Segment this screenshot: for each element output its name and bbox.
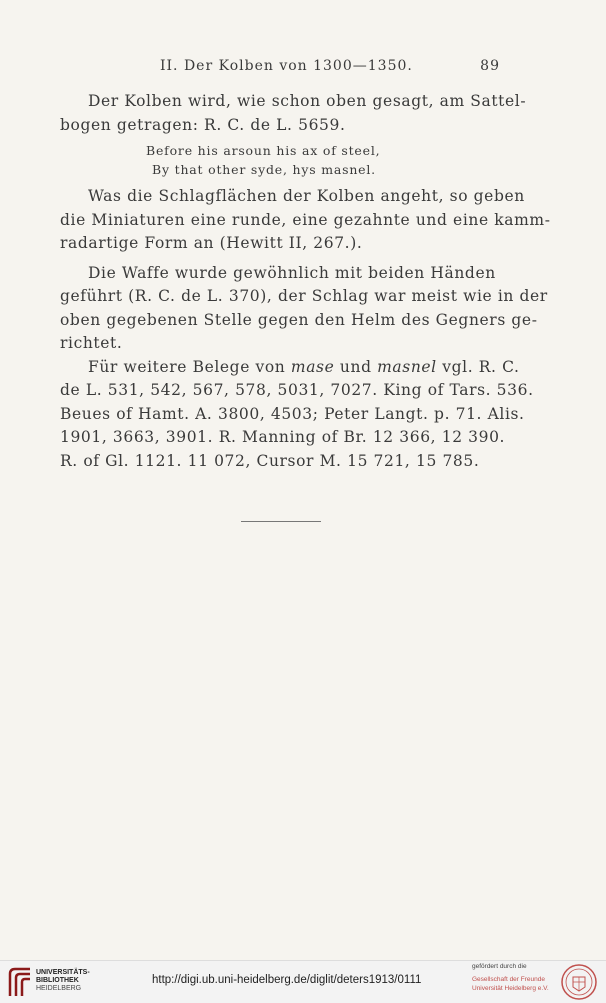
text-line: geführt (R. C. de L. 370), der Schlag war meist wie in der bbox=[60, 287, 548, 305]
text-line: Was die Schlagflächen der Kolben angeht, so geben bbox=[88, 187, 525, 205]
text-line: Der Kolben wird, wie schon oben gesagt, am Sattel- bbox=[88, 92, 527, 110]
verse-quote bbox=[146, 141, 506, 179]
society-name: Gesellschaft der Freunde Universität Heidelberg e.V. bbox=[472, 976, 549, 992]
text-line: bogen getragen: R. C. de L. 5659. bbox=[60, 115, 346, 134]
body-text bbox=[60, 90, 551, 473]
page-number: 89 bbox=[480, 58, 500, 74]
text-line: Für weitere Belege von mase und masnel vgl. R. C. bbox=[88, 357, 520, 376]
text-line: de L. 531, 542, 567, 578, 5031, 7027. King of Tars. 536. bbox=[60, 381, 534, 399]
verse-line: By that other syde, hys masnel. bbox=[152, 162, 376, 177]
text-line: 1901, 3663, 3901. R. Manning of Br. 12 366, 12 390. bbox=[60, 428, 506, 446]
running-title: II. Der Kolben von 1300—1350. bbox=[160, 58, 413, 74]
text-line: Beues of Hamt. A. 3800, 4503; Peter Langt. p. 71. Alis. bbox=[60, 404, 525, 423]
text-line: die Miniaturen eine runde, eine gezahnte und eine kamm- bbox=[60, 210, 551, 229]
italic-term: masnel bbox=[377, 357, 437, 376]
paragraph-4 bbox=[60, 356, 534, 474]
verse-line: Before his arsoun his ax of steel, bbox=[146, 143, 381, 158]
permalink-url[interactable]: http://digi.ub.uni-heidelberg.de/diglit/deters1913/0111 bbox=[152, 974, 422, 986]
library-name: UNIVERSITÄTS- BIBLIOTHEK HEIDELBERG bbox=[36, 969, 90, 992]
page-header bbox=[60, 58, 500, 78]
library-logo-icon bbox=[6, 966, 34, 998]
funded-by-label: gefördert durch die bbox=[472, 963, 527, 970]
paragraph-2 bbox=[60, 185, 551, 256]
italic-term: mase bbox=[290, 357, 335, 376]
text-line: Die Waffe wurde gewöhnlich mit beiden Händen bbox=[88, 263, 496, 282]
text-line: richtet. bbox=[60, 334, 123, 352]
section-divider bbox=[241, 521, 321, 522]
digitization-footer bbox=[0, 960, 606, 1003]
paragraph-1 bbox=[60, 90, 527, 137]
text-line: radartige Form an (Hewitt II, 267.). bbox=[60, 234, 363, 252]
university-seal-icon bbox=[560, 963, 598, 1001]
text-line: R. of Gl. 1121. 11 072, Cursor M. 15 721, 15 785. bbox=[60, 451, 480, 470]
paragraph-3 bbox=[60, 262, 548, 356]
text-line: oben gegebenen Stelle gegen den Helm des Gegners ge- bbox=[60, 310, 538, 329]
